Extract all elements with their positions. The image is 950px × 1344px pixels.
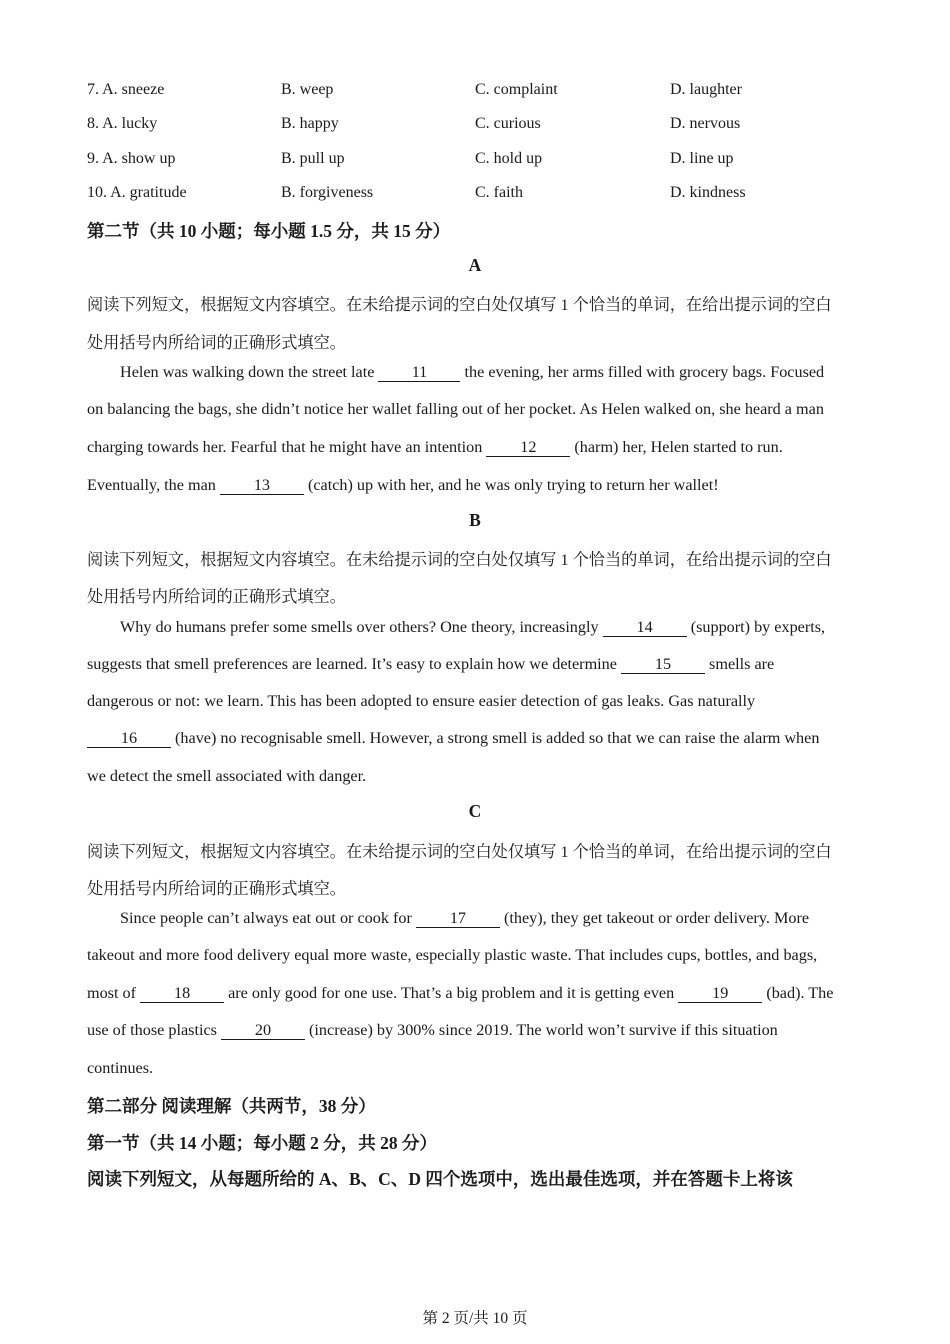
passage-line: on balancing the bags, she didn’t notice her wallet falling out of her pocket. As Helen walked on, she heard a man: [87, 400, 824, 418]
option-b: B. weep: [281, 81, 334, 98]
text: Eventually, the man: [87, 476, 220, 494]
text: (they), they get takeout or order delivery. More: [499, 909, 810, 927]
option-b: B. pull up: [281, 150, 345, 167]
passage-line: [87, 984, 833, 1003]
option-a: 7. A. sneeze: [87, 81, 165, 98]
option-c: C. curious: [475, 115, 541, 132]
option-a: 8. A. lucky: [87, 115, 158, 132]
section-heading: 第二节（共 10 小题；每小题 1.5 分，共 15 分）: [87, 221, 451, 241]
text: (support) by experts,: [686, 618, 826, 636]
instruction-line: 处用括号内所给词的正确形式填空。: [87, 880, 346, 898]
instruction-line: 处用括号内所给词的正确形式填空。: [87, 334, 346, 352]
blank-16[interactable]: 16: [87, 730, 171, 748]
blank-13[interactable]: 13: [220, 477, 304, 495]
text: (harm) her, Helen started to run.: [570, 438, 783, 456]
passage-line: [120, 618, 825, 637]
passage-line: [87, 1021, 778, 1040]
passage-line: [120, 363, 824, 382]
blank-12[interactable]: 12: [486, 439, 570, 457]
text: Since people can’t always eat out or cook for: [120, 909, 416, 927]
option-d: D. kindness: [670, 184, 746, 201]
blank-14[interactable]: 14: [603, 619, 687, 637]
passage-title-a: A: [468, 255, 482, 275]
text: most of: [87, 984, 141, 1002]
instruction-line: 阅读下列短文，根据短文内容填空。在未给提示词的空白处仅填写 1 个恰当的单词，在给出提示词的空白: [87, 551, 832, 569]
passage-line: continues.: [87, 1059, 154, 1077]
blank-11[interactable]: 11: [378, 364, 460, 382]
option-d: D. nervous: [670, 115, 741, 132]
text: the evening, her arms filled with grocery bags. Focused: [460, 363, 825, 381]
option-c: C. complaint: [475, 81, 558, 98]
passage-line: we detect the smell associated with danger.: [87, 767, 367, 785]
option-c: C. faith: [475, 184, 523, 201]
text: (catch) up with her, and he was only trying to return her wallet!: [303, 476, 719, 494]
text: use of those plastics: [87, 1021, 221, 1039]
option-b: B. forgiveness: [281, 184, 374, 201]
option-d: D. line up: [670, 150, 734, 167]
blank-19[interactable]: 19: [678, 985, 762, 1003]
passage-line: takeout and more food delivery equal more waste, especially plastic waste. That includes cups, bottles, and bags,: [87, 946, 818, 964]
instruction-line: 处用括号内所给词的正确形式填空。: [87, 588, 346, 606]
option-b: B. happy: [281, 115, 339, 132]
passage-line: [87, 476, 719, 495]
text: Helen was walking down the street late: [120, 363, 379, 381]
passage-line: dangerous or not: we learn. This has been adopted to ensure easier detection of gas leaks. Gas naturally: [87, 692, 756, 710]
text: Why do humans prefer some smells over others? One theory, increasingly: [120, 618, 603, 636]
text: smells are: [705, 655, 775, 673]
option-row: [87, 115, 877, 139]
passage-line: [87, 729, 819, 748]
blank-20[interactable]: 20: [221, 1022, 305, 1040]
passage-title-b: B: [469, 510, 481, 530]
option-row: [87, 81, 877, 105]
page-number: 第 2 页/共 10 页: [422, 1310, 528, 1327]
option-a: 9. A. show up: [87, 150, 176, 167]
blank-17[interactable]: 17: [416, 910, 500, 928]
section-heading: 第一节（共 14 小题；每小题 2 分，共 28 分）: [87, 1133, 437, 1153]
text: suggests that smell preferences are learned. It’s easy to explain how we determine: [87, 655, 621, 673]
text: (have) no recognisable smell. However, a strong smell is added so that we can raise the alarm when: [171, 729, 820, 747]
text: (bad). The: [762, 984, 834, 1002]
part-heading: 第二部分 阅读理解（共两节，38 分）: [87, 1096, 376, 1116]
text: (increase) by 300% since 2019. The world won’t survive if this situation: [304, 1021, 778, 1039]
option-c: C. hold up: [475, 150, 543, 167]
option-d: D. laughter: [670, 81, 742, 98]
passage-line: [87, 655, 774, 674]
option-a: 10. A. gratitude: [87, 184, 187, 201]
text: are only good for one use. That’s a big problem and it is getting even: [224, 984, 679, 1002]
option-row: [87, 184, 877, 208]
instruction-line: 阅读下列短文，根据短文内容填空。在未给提示词的空白处仅填写 1 个恰当的单词，在给出提示词的空白: [87, 843, 832, 861]
text: charging towards her. Fearful that he might have an intention: [87, 438, 487, 456]
passage-title-c: C: [468, 801, 482, 821]
passage-line: [87, 438, 783, 457]
reading-instruction: 阅读下列短文，从每题所给的 A、B、C、D 四个选项中，选出最佳选项，并在答题卡上将该: [87, 1169, 793, 1189]
blank-18[interactable]: 18: [140, 985, 224, 1003]
option-row: [87, 150, 877, 174]
instruction-line: 阅读下列短文，根据短文内容填空。在未给提示词的空白处仅填写 1 个恰当的单词，在给出提示词的空白: [87, 296, 832, 314]
passage-line: [120, 909, 809, 928]
blank-15[interactable]: 15: [621, 656, 705, 674]
